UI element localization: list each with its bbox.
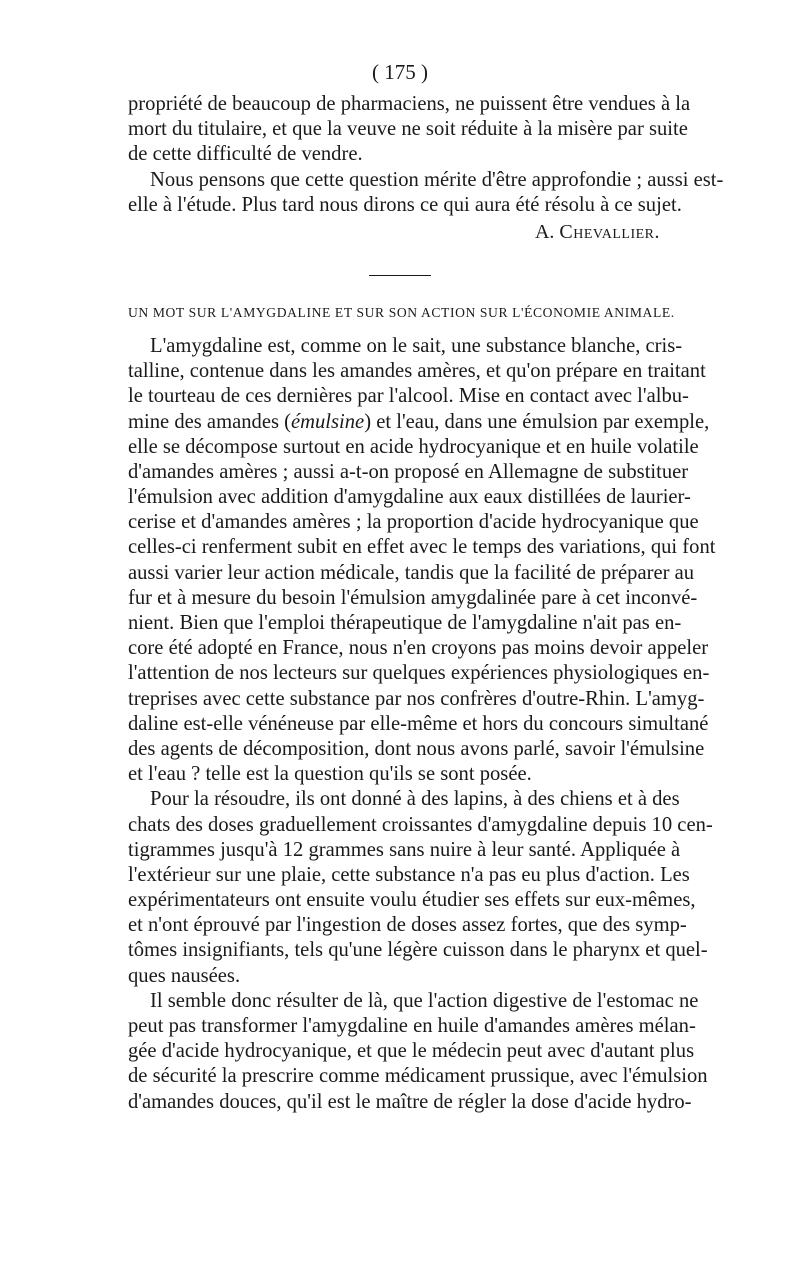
article-title: UN MOT SUR L'AMYGDALINE ET SUR SON ACTION SUR L'ÉCONOMIE ANIMALE. — [128, 304, 675, 320]
book-page — [128, 58, 724, 1115]
text-line: et l'eau ? telle est la question qu'ils se sont posée. — [128, 763, 532, 786]
text-line: le tourteau de ces dernières par l'alcool. Mise en contact avec l'albu- — [128, 385, 689, 408]
section-divider — [369, 275, 431, 276]
text-line: ques nausées. — [128, 964, 241, 987]
text-line: Pour la résoudre, ils ont donné à des lapins, à des chiens et à des — [150, 788, 680, 811]
text-line: core été adopté en France, nous n'en croyons pas moins devoir appeler — [128, 637, 709, 660]
text-line: d'amandes amères ; aussi a-t-on proposé en Allemagne de substituer — [128, 460, 689, 483]
text-line: elle se décompose surtout en acide hydrocyanique et en huile volatile — [128, 435, 699, 458]
text-fragment: ) et l'eau, dans une émulsion par exemple, — [364, 410, 710, 433]
text-line: celles-ci renferment subit en effet avec le temps des variations, qui font — [128, 536, 716, 559]
text-line: propriété de beaucoup de pharmaciens, ne puissent être vendues à la — [128, 93, 691, 115]
text-line: nient. Bien que l'emploi thérapeutique de l'amygdaline n'ait pas en- — [128, 612, 682, 634]
text-line: expérimentateurs ont ensuite voulu étudier ses effets sur eux-mêmes, — [128, 889, 696, 912]
article-paragraph-2 — [128, 787, 713, 989]
text-line: aussi varier leur action médicale, tandis que la facilité de préparer au — [128, 561, 695, 584]
text-line: tômes insignifiants, tels qu'une légère cuisson dans le pharynx et quel- — [128, 939, 708, 962]
text-line: gée d'acide hydrocyanique, et que le médecin peut avec d'autant plus — [128, 1040, 695, 1063]
text-line: cerise et d'amandes amères ; la proportion d'acide hydrocyanique que — [128, 511, 699, 534]
text-line: daline est-elle vénéneuse par elle-même et hors du concours simultané — [128, 712, 709, 735]
text-line: Nous pensons que cette question mérite d'être approfondie ; aussi est- — [150, 168, 724, 191]
text-line: d'amandes douces, qu'il est le maître de régler la dose d'acide hydro- — [128, 1090, 692, 1113]
text-line: l'attention de nos lecteurs sur quelques expériences physiologiques en- — [128, 662, 710, 685]
article-paragraph-3 — [128, 989, 708, 1115]
text-line: et n'ont éprouvé par l'ingestion de doses assez fortes, que des symp- — [128, 914, 687, 937]
text-line: L'amygdaline est, comme on le sait, une substance blanche, cris- — [150, 334, 683, 357]
text-line: tigrammes jusqu'à 12 grammes sans nuire à leur santé. Appliquée à — [128, 838, 681, 861]
author-signature — [128, 220, 672, 245]
text-line: de sécurité la prescrire comme médicament prussique, avec l'émulsion — [128, 1065, 708, 1088]
text-line: l'émulsion avec addition d'amygdaline aux eaux distillées de laurier- — [128, 486, 691, 509]
text-line: elle à l'étude. Plus tard nous dirons ce qui aura été résolu à ce sujet. — [128, 193, 682, 216]
text-line: fur et à mesure du besoin l'émulsion amygdalinée pare à cet inconvé- — [128, 586, 698, 609]
text-line — [128, 410, 710, 435]
text-line: talline, contenue dans les amandes amères, et qu'on prépare en traitant — [128, 360, 706, 383]
text-line: chats des doses graduellement croissantes d'amygdaline depuis 10 cen- — [128, 813, 713, 836]
article-paragraph-1 — [128, 334, 716, 787]
page-number: ( 175 ) — [372, 60, 428, 84]
text-fragment: mine des amandes ( — [128, 410, 291, 433]
text-line: Il semble donc résulter de là, que l'action digestive de l'estomac ne — [150, 989, 699, 1012]
paragraph-conclusion — [128, 168, 724, 218]
signature-name: Chevallier. — [559, 220, 660, 243]
italic-term: émulsine — [290, 410, 365, 433]
text-line: mort du titulaire, et que la veuve ne soit réduite à la misère par suite — [128, 118, 688, 141]
text-line: de cette difficulté de vendre. — [128, 143, 363, 166]
signature-initial: A. — [534, 220, 555, 243]
text-line: peut pas transformer l'amygdaline en huile d'amandes amères mélan- — [128, 1015, 696, 1037]
text-line: l'extérieur sur une plaie, cette substance n'a pas eu plus d'action. Les — [128, 863, 690, 886]
paragraph-continuation — [128, 92, 691, 168]
text-line: des agents de décomposition, dont nous avons parlé, savoir l'émulsine — [128, 737, 705, 760]
text-line: treprises avec cette substance par nos confrères d'outre-Rhin. L'amyg- — [128, 687, 705, 710]
